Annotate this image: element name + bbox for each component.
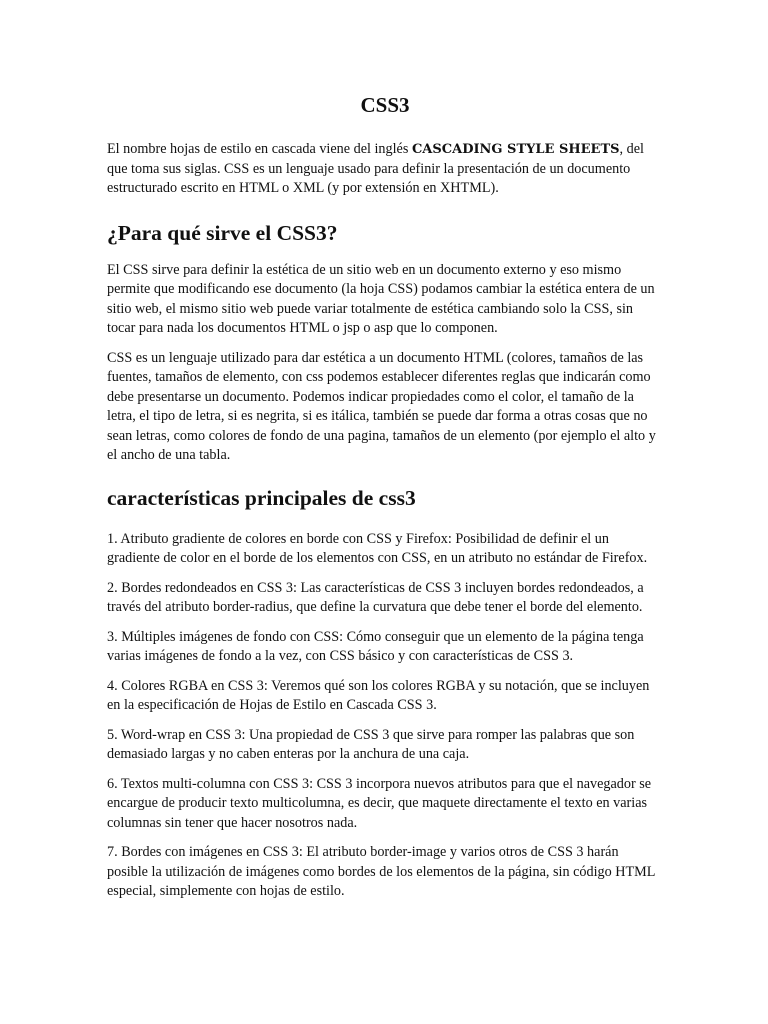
section-heading-features: características principales de css3: [107, 485, 416, 510]
intro-text-after: , del que toma sus siglas. CSS es un lenguaje usado para definir la presentación de un documento estructurado escrito en HTML o XML (y por extensión en XHTML).: [107, 141, 644, 196]
feature-item-5: 5. Word-wrap en CSS 3: Una propiedad de CSS 3 que sirve para romper las palabras que son demasiado largas y no caben enteras por la anchura de una caja.: [107, 726, 635, 762]
purpose-paragraph-1: El CSS sirve para definir la estética de un sitio web en un documento externo y eso mismo permite que modificando ese documento (la hoja CSS) podamos cambiar la estética entera de un sitio web, el mismo sitio web puede variar totalmente de estética cambiando solo la CSS, sin tocar para nada los documentos HTML o jsp o asp que lo componen.: [107, 261, 655, 336]
document-title: CSS3: [360, 93, 410, 117]
document-page: [107, 92, 663, 912]
feature-item-2: 2. Bordes redondeados en CSS 3: Las características de CSS 3 incluyen bordes redondeados, a través del atributo border-radius, que define la curvatura que debe tener el borde del elemento.: [107, 579, 644, 615]
intro-term: CASCADING STYLE SHEETS: [411, 142, 620, 157]
section-heading-purpose: ¿Para qué sirve el CSS3?: [107, 220, 338, 245]
intro-paragraph: [107, 140, 663, 199]
feature-item-4: 4. Colores RGBA en CSS 3: Veremos qué son los colores RGBA y su notación, que se incluyen en la especificación de Hojas de Estilo en Cascada CSS 3.: [107, 677, 650, 713]
feature-item-1: 1. Atributo gradiente de colores en borde con CSS y Firefox: Posibilidad de definir el un gradiente de color en el borde de los elementos con CSS, en un atributo no estándar de Firefox.: [107, 530, 648, 566]
feature-item-3: 3. Múltiples imágenes de fondo con CSS: Cómo conseguir que un elemento de la página tenga varias imágenes de fondo a la vez, con CSS básico y con características de CSS 3.: [107, 628, 644, 664]
feature-item-7: 7. Bordes con imágenes en CSS 3: El atributo border-image y varios otros de CSS 3 harán posible la utilización de imágenes como bordes de los elementos de la página, sin código HTML especial, simplemente con hojas de estilo.: [107, 844, 655, 899]
purpose-paragraph-2: CSS es un lenguaje utilizado para dar estética a un documento HTML (colores, tamaños de las fuentes, tamaños de elemento, con css podemos establecer diferentes reglas que indicarán como debe presentarse un documento. Podemos indicar propiedades como el color, el tamaño de la letra, el tipo de letra, si es negrita, si es itálica, también se puede dar forma a otras cosas que no sean letras, como colores de fondo de una pagina, tamaños de un elemento (por ejemplo el alto y el ancho de una tabla.: [107, 349, 656, 463]
feature-item-6: 6. Textos multi-columna con CSS 3: CSS 3 incorpora nuevos atributos para que el navegador se encargue de producir texto multicolumna, es decir, que maquete directamente el texto en varias columnas sin tener que hacer nosotros nada.: [107, 775, 652, 831]
intro-text-before: El nombre hojas de estilo en cascada viene del inglés: [107, 141, 412, 157]
